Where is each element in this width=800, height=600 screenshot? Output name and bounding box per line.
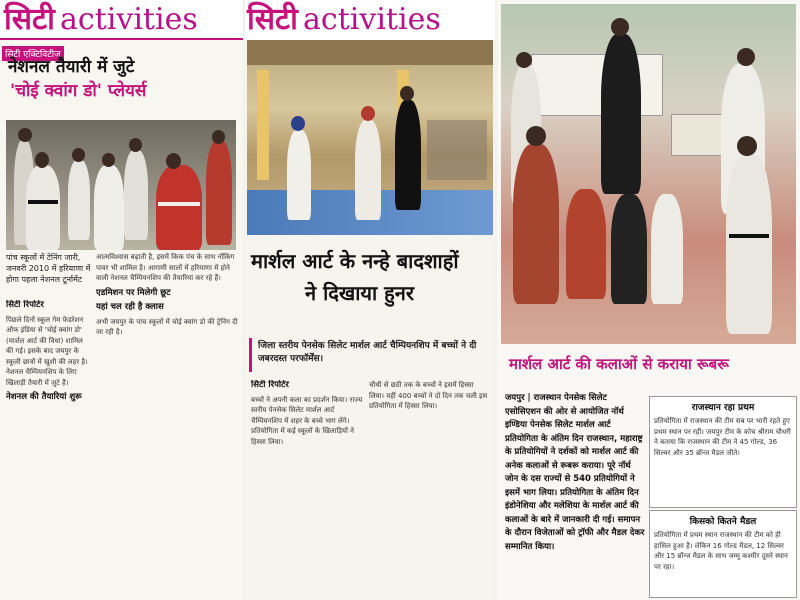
article-right-column [96,252,238,592]
body-text: जयपुर | राजस्थान पेनसेक सिलेट एसोसिएशन की ओर से आयोजित नॉर्थ इण्डिया पेनसेक सिलेट मार्शल आर्ट प्रतियोगिता के अंतिम दिन राजस्थान, महाराष्ट्र के प्रतियोगियों ने दर्शकों को मार्शल आर्ट की अनेक कलाओं से रूबरू कराया। पूरे नॉर्थ जोन के दस राज्यों से 540 प्रतियोगियों ने इसमें भाग लिया। प्रतियोगिता के अंतिम दिन इंडोनेशिया और मलेशिया के मार्शल आर्ट की कलाओं के बारे में जानकारी दी गई। समापन के दौरान विजेताओं को ट्रॉफी और मैडल देकर सम्मानित किया। [505,393,645,552]
subhead-admission: एडमिशन पर मिलेगी छूट [96,287,171,298]
article-body [505,392,645,596]
masthead-hindi: सिटी [247,2,298,37]
headline: मार्शल आर्ट की कलाओं से कराया रूबरू [509,355,729,373]
headline-line2: ने दिखाया हुनर [305,281,415,305]
training-photo [6,120,236,250]
masthead [0,0,243,40]
photo-caption: पांच स्कूलों में टेनिंग जारी, जनवरी 2010 में हरियाणा में होगा पहला नेशनल टूर्नामेंट [6,253,91,284]
clipping-martial-art-kids [245,0,495,600]
body-right: चौथी से छठी तक के बच्चों ने इसमें हिस्सा लिया। वहीं 400 बच्चों ने दो दिन तक चली इस प्रतियोगिता में हिस्सा लिया। [369,381,488,410]
article-right-column [369,380,489,592]
masthead-hindi: सिटी [4,2,55,37]
section-tag: सिटी एक्टिविटीज [2,46,64,61]
box1-text: प्रतियोगिता में राजस्थान की टीम सब पर भारी रहते हुए प्रथम स्थान पर रही। जयपुर टीम के कोच श्रीराम चौधरी ने बताया कि राजस्थान की टीम ने 45 गोल्ड, 36 सिल्वर और 35 ब्रॉन्ज मैडल जीते। [654,417,791,457]
box2-text: प्रतियोगिता में प्रथम स्थान राजस्थान की टीम को ही हासिल हुआ है। लेकिन 16 गोल्ड मैडल, 12 सिल्वर और 15 ब्रॉन्ज मैडल के साथ जम्मू कश्मीर दूसरे स्थान पर रहा। [654,531,788,571]
masthead-english: activities [60,2,198,37]
byline: सिटी रिपोर्टर [251,380,289,390]
demonstration-photo [501,4,796,344]
article-left-column [6,300,92,592]
headline-line1: मार्शल आर्ट के नन्हे बादशाहों [251,249,459,273]
article-left-column [251,380,363,592]
clipping-choi-kwang-do [0,0,243,600]
clipping-martial-art-arts [497,0,800,600]
byline: सिटी रिपोर्टर [6,300,44,310]
box-medal-tally [649,510,797,598]
subheadline: जिला स्तरीय पेनसेक सिलेट मार्शल आर्ट चैम्पियनशिप में बच्चों ने दी जबरदस्त परफॉर्मेंस। [258,341,477,364]
headline-line2: 'चोई क्वांग डो' प्लेयर्स [10,81,147,101]
body-right: आत्मविश्वास बढ़ाती है, इसमें किक पंच के साथ नॉकिंग पावर भी शामिल है। आगामी सालों में हरियाणा में होने वाली नेशनल चैम्पियनशिप की तैयारियां कर रहे हैं। [96,253,235,282]
masthead-2 [245,0,495,40]
box-rajasthan-first [649,396,797,508]
body-right-2: अभी जयपुर के पांच स्कूलों में चोई क्वांग डो की ट्रेनिंग दी जा रही है। [96,317,238,336]
headline-line1: नेशनल तैयारी में जुटे [8,57,135,77]
box2-title: किसको कितने मैडल [689,517,757,527]
body-left: बच्चों ने अपनी कला का प्रदर्शन किया। राज्य स्तरीय पेनसेक सिलेट मार्शल आर्ट चैम्पियनशिप में शहर के बच्चे भाग लेंगे। प्रतियोगिता में कई स्कूलों के खिलाड़ियों ने हिस्सा लिया। [251,395,363,446]
subhead-national: नेशनल की तैयारियां शुरू [6,392,82,402]
subhead-classes: यहां चल रही है क्लास [96,302,164,312]
competition-photo [247,40,493,235]
masthead-english: activities [303,2,441,37]
body-left: पिछले दिनों स्कूल गेम फेडरेशन ऑफ इंडिया से 'चोई क्वांग डो' (मार्शल आर्ट की विधा) शामिल की गई। इसके बाद जयपुर के स्कूली छात्रों में खुशी की लहर है। नेशनल चैम्पियनशिप के लिए खिलाड़ी तैयारी में जुटे हैं। [6,315,88,387]
box1-title: राजस्थान रहा प्रथम [691,403,755,413]
